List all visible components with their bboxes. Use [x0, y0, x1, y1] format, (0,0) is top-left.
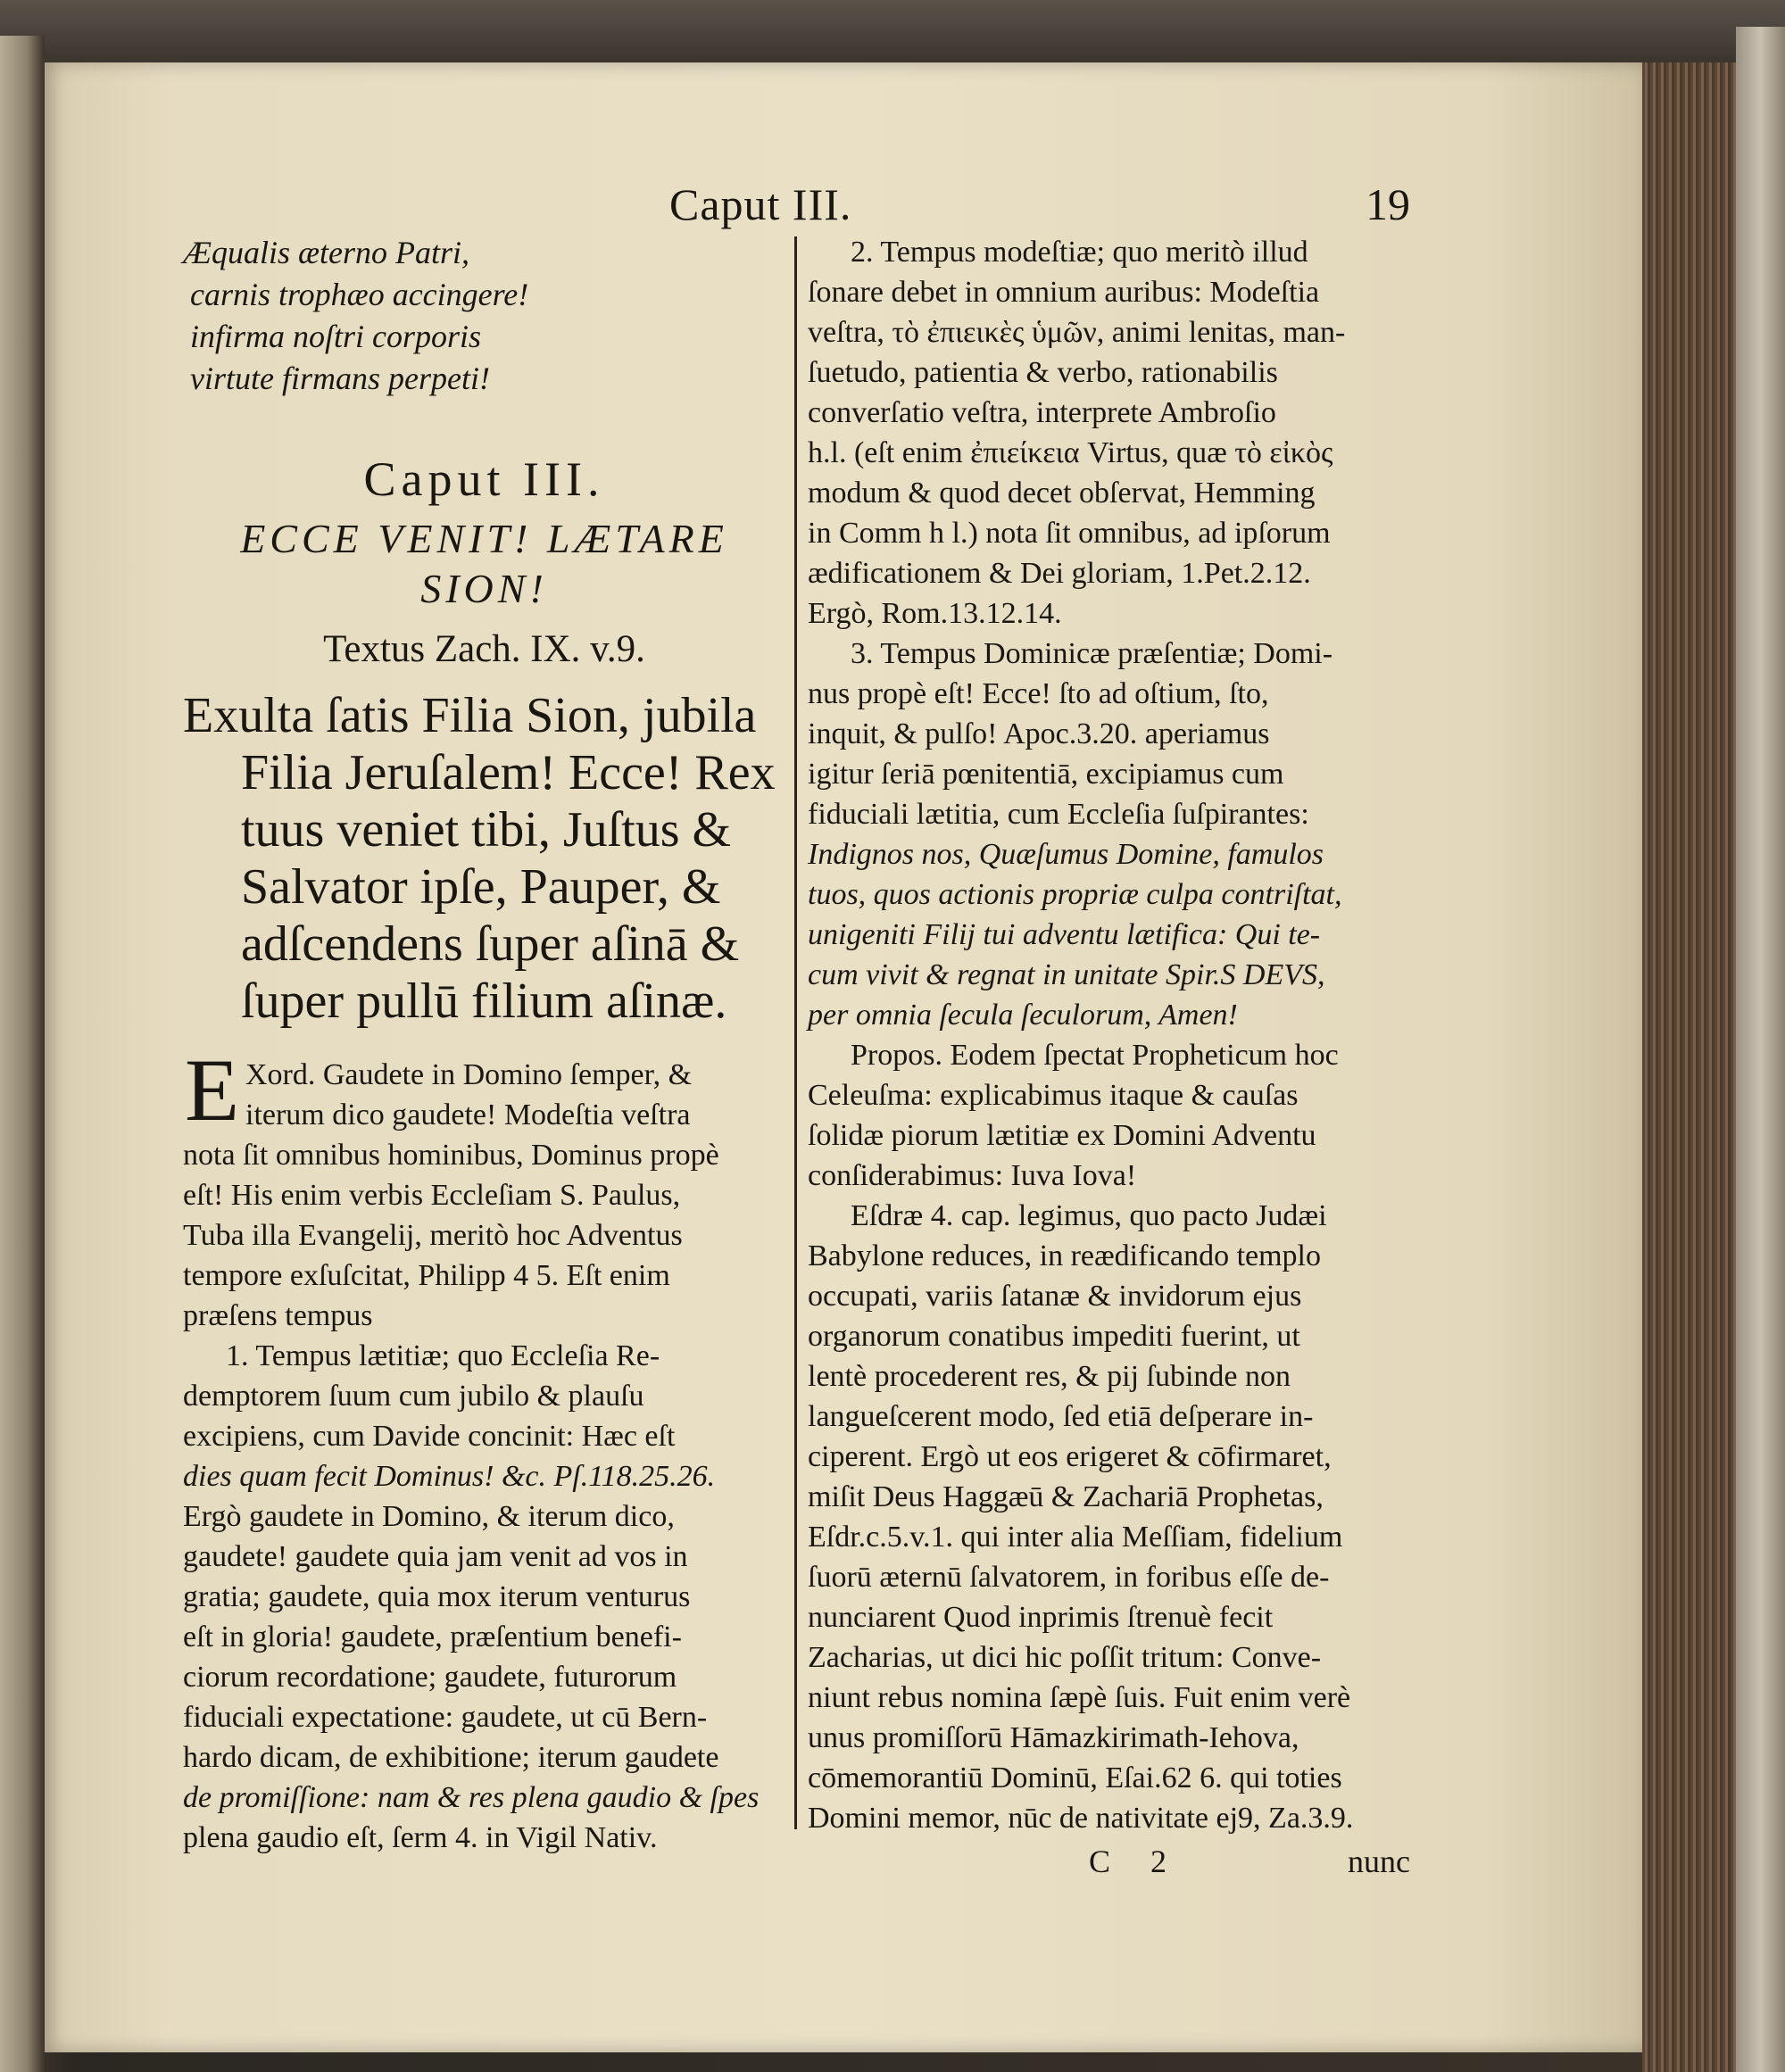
- hymn-line: infirma noſtri corporis: [190, 319, 482, 354]
- textus-reference: Textus Zach. IX. v.9.: [323, 628, 645, 670]
- hymn-line: virtute firmans perpeti!: [190, 361, 490, 396]
- drop-cap: E: [185, 1040, 240, 1140]
- book-left-page-edge: [0, 36, 45, 2072]
- text-line: nus propè eſt! Ecce! ſto ad oſtium, ſto,: [808, 677, 1269, 710]
- text-line: Babylone reduces, in reædificando templo: [808, 1239, 1321, 1272]
- text-line: 3. Tempus Dominicæ præſentiæ; Domi-: [851, 637, 1333, 670]
- hymn-line: Æqualis æterno Patri,: [183, 235, 470, 270]
- text-line: Ergò gaudete in Domino, & iterum dico,: [183, 1500, 675, 1533]
- catchword: nunc: [1348, 1844, 1410, 1879]
- motto-line: SION!: [420, 566, 548, 611]
- page-number: 19: [1366, 179, 1410, 229]
- book-top-edge: [0, 0, 1785, 62]
- text-line: Indignos nos, Quæſumus Domine, famulos: [808, 838, 1324, 871]
- text-line: fiduciali expectatione: gaudete, ut cū Bern-: [183, 1701, 708, 1734]
- left-body-text: [183, 1040, 785, 1858]
- text-line: 2. Tempus modeſtiæ; quo meritò illud: [851, 236, 1308, 269]
- scripture-verse: [183, 687, 785, 1030]
- text-line: nunciarent Quod inprimis ſtrenuè fecit: [808, 1601, 1274, 1634]
- text-line: 1. Tempus lætitiæ; quo Eccleſia Re-: [226, 1339, 660, 1372]
- verse-line: Filia Jeruſalem! Ecce! Rex: [241, 745, 776, 800]
- verse-line: ſuper pullū filium aſinæ.: [241, 974, 727, 1029]
- text-line: cum vivit & regnat in unitate Spir.S DEVS,: [808, 958, 1325, 991]
- running-head-title: Caput III.: [669, 179, 852, 229]
- signature-mark: C 2: [1089, 1844, 1183, 1879]
- chapter-title: Caput III.: [363, 452, 605, 506]
- text-line: excipiens, cum Davide concinit: Hæc eſt: [183, 1420, 676, 1453]
- text-line: eſt! His enim verbis Eccleſiam S. Paulus,: [183, 1179, 681, 1212]
- text-line: gratia; gaudete, quia mox iterum venturus: [183, 1580, 691, 1613]
- text-line: Xord. Gaudete in Domino ſemper, &: [245, 1058, 693, 1091]
- text-line: hardo dicam, de exhibitione; iterum gaudete: [183, 1741, 719, 1774]
- text-line: lentè procederent res, & pij ſubinde non: [808, 1360, 1291, 1393]
- text-line: Domini memor, nūc de nativitate ej9, Za.3.9.: [808, 1802, 1354, 1835]
- verse-line: Exulta ſatis Filia Sion, jubila: [183, 688, 757, 743]
- verse-line: tuus veniet tibi, Juſtus &: [241, 802, 732, 858]
- text-line: ſuetudo, patientia & verbo, rationabilis: [808, 356, 1278, 389]
- text-line: Eſdræ 4. cap. legimus, quo pacto Judæi: [851, 1199, 1327, 1232]
- text-line: ciperent. Ergò ut eos erigeret & cōfirmaret,: [808, 1440, 1332, 1473]
- text-line: inquit, & pulſo! Apoc.3.20. aperiamus: [808, 717, 1270, 750]
- hymn-line: carnis trophæo accingere!: [190, 277, 529, 312]
- verse-line: adſcendens ſuper aſinā &: [241, 916, 740, 972]
- text-line: fiduciali lætitia, cum Eccleſia ſuſpirantes:: [808, 798, 1309, 831]
- text-line: nota ſit omnibus hominibus, Dominus propè: [183, 1139, 719, 1172]
- text-line: igitur ſeriā pœnitentiā, excipiamus cum: [808, 758, 1284, 791]
- text-line: Tuba illa Evangelij, meritò hoc Adventus: [183, 1219, 683, 1252]
- text-line: ædificationem & Dei gloriam, 1.Pet.2.12.: [808, 557, 1311, 590]
- chapter-motto: [183, 514, 785, 614]
- text-line: organorum conatibus impediti fuerint, ut: [808, 1320, 1300, 1353]
- text-line: Eſdr.c.5.v.1. qui inter alia Meſſiam, fidelium: [808, 1521, 1343, 1554]
- text-line: ſuorū æternū ſalvatorem, in foribus eſſe de-: [808, 1561, 1330, 1594]
- text-line: præſens tempus: [183, 1299, 373, 1332]
- text-line: niunt rebus nomina ſæpè ſuis. Fuit enim verè: [808, 1681, 1351, 1714]
- text-line: ſolidæ piorum lætitiæ ex Domini Adventu: [808, 1119, 1316, 1152]
- text-line: cōmemorantiū Dominū, Eſai.62 6. qui toties: [808, 1761, 1342, 1794]
- text-line: h.l. (eſt enim ἐπιείκεια Virtus, quæ τὸ εἰκὸς: [808, 436, 1333, 469]
- text-line: unigeniti Filij tui adventu lætifica: Qui te-: [808, 918, 1321, 951]
- text-line: plena gaudio eſt, ſerm 4. in Vigil Nativ.: [183, 1821, 658, 1854]
- text-line: demptorem ſuum cum jubilo & plauſu: [183, 1380, 644, 1413]
- text-line: iterum dico gaudete! Modeſtia veſtra: [245, 1098, 691, 1131]
- text-line: Celeuſma: explicabimus itaque & cauſas: [808, 1079, 1299, 1112]
- text-line: tempore exſuſcitat, Philipp 4 5. Eſt enim: [183, 1259, 670, 1292]
- text-line: occupati, variis ſatanæ & invidorum ejus: [808, 1280, 1302, 1313]
- hymn-stanza: [183, 232, 785, 400]
- book-cover-edge: [1736, 27, 1785, 2072]
- text-line: conſiderabimus: Iuva Iova!: [808, 1159, 1137, 1192]
- text-line: gaudete! gaudete quia jam venit ad vos in: [183, 1540, 688, 1573]
- verse-line: Salvator ipſe, Pauper, &: [241, 859, 721, 915]
- right-column: [808, 232, 1406, 1838]
- text-line: Ergò, Rom.13.12.14.: [808, 597, 1062, 630]
- text-line: eſt in gloria! gaudete, præſentium benefi-: [183, 1620, 682, 1653]
- text-line: langueſcerent modo, ſed etiā deſperare in-: [808, 1400, 1314, 1433]
- text-line: dies quam fecit Dominus! &c. Pſ.118.25.26.: [183, 1460, 716, 1493]
- text-line: Propos. Eodem ſpectat Propheticum hoc: [851, 1039, 1339, 1072]
- text-line: ſonare debet in omnium auribus: Modeſtia: [808, 276, 1320, 309]
- text-line: Zacharias, ut dici hic poſſit tritum: Conve-: [808, 1641, 1322, 1674]
- text-line: ciorum recordatione; gaudete, futurorum: [183, 1661, 677, 1694]
- text-line: de promiſſione: nam & res plena gaudio & ſpes: [183, 1781, 760, 1814]
- left-column: [183, 232, 785, 1858]
- text-line: in Comm h l.) nota ſit omnibus, ad ipſorum: [808, 517, 1331, 550]
- text-line: modum & quod decet obſervat, Hemming: [808, 477, 1316, 510]
- text-line: converſatio veſtra, interprete Ambroſio: [808, 396, 1276, 429]
- text-line: tuos, quos actionis propriæ culpa contriſtat,: [808, 878, 1342, 911]
- text-line: per omnia ſecula ſeculorum, Amen!: [808, 999, 1238, 1032]
- text-line: veſtra, τὸ ἐπιεικὲς ὑμῶν, animi lenitas, man-: [808, 316, 1346, 349]
- column-divider: [794, 236, 797, 1829]
- text-line: miſit Deus Haggæū & Zachariā Prophetas,: [808, 1480, 1324, 1513]
- text-line: unus promiſſorū Hāmazkirimath-Iehova,: [808, 1721, 1299, 1754]
- running-head: [0, 107, 1785, 229]
- motto-line: ECCE VENIT! LÆTARE: [240, 516, 728, 561]
